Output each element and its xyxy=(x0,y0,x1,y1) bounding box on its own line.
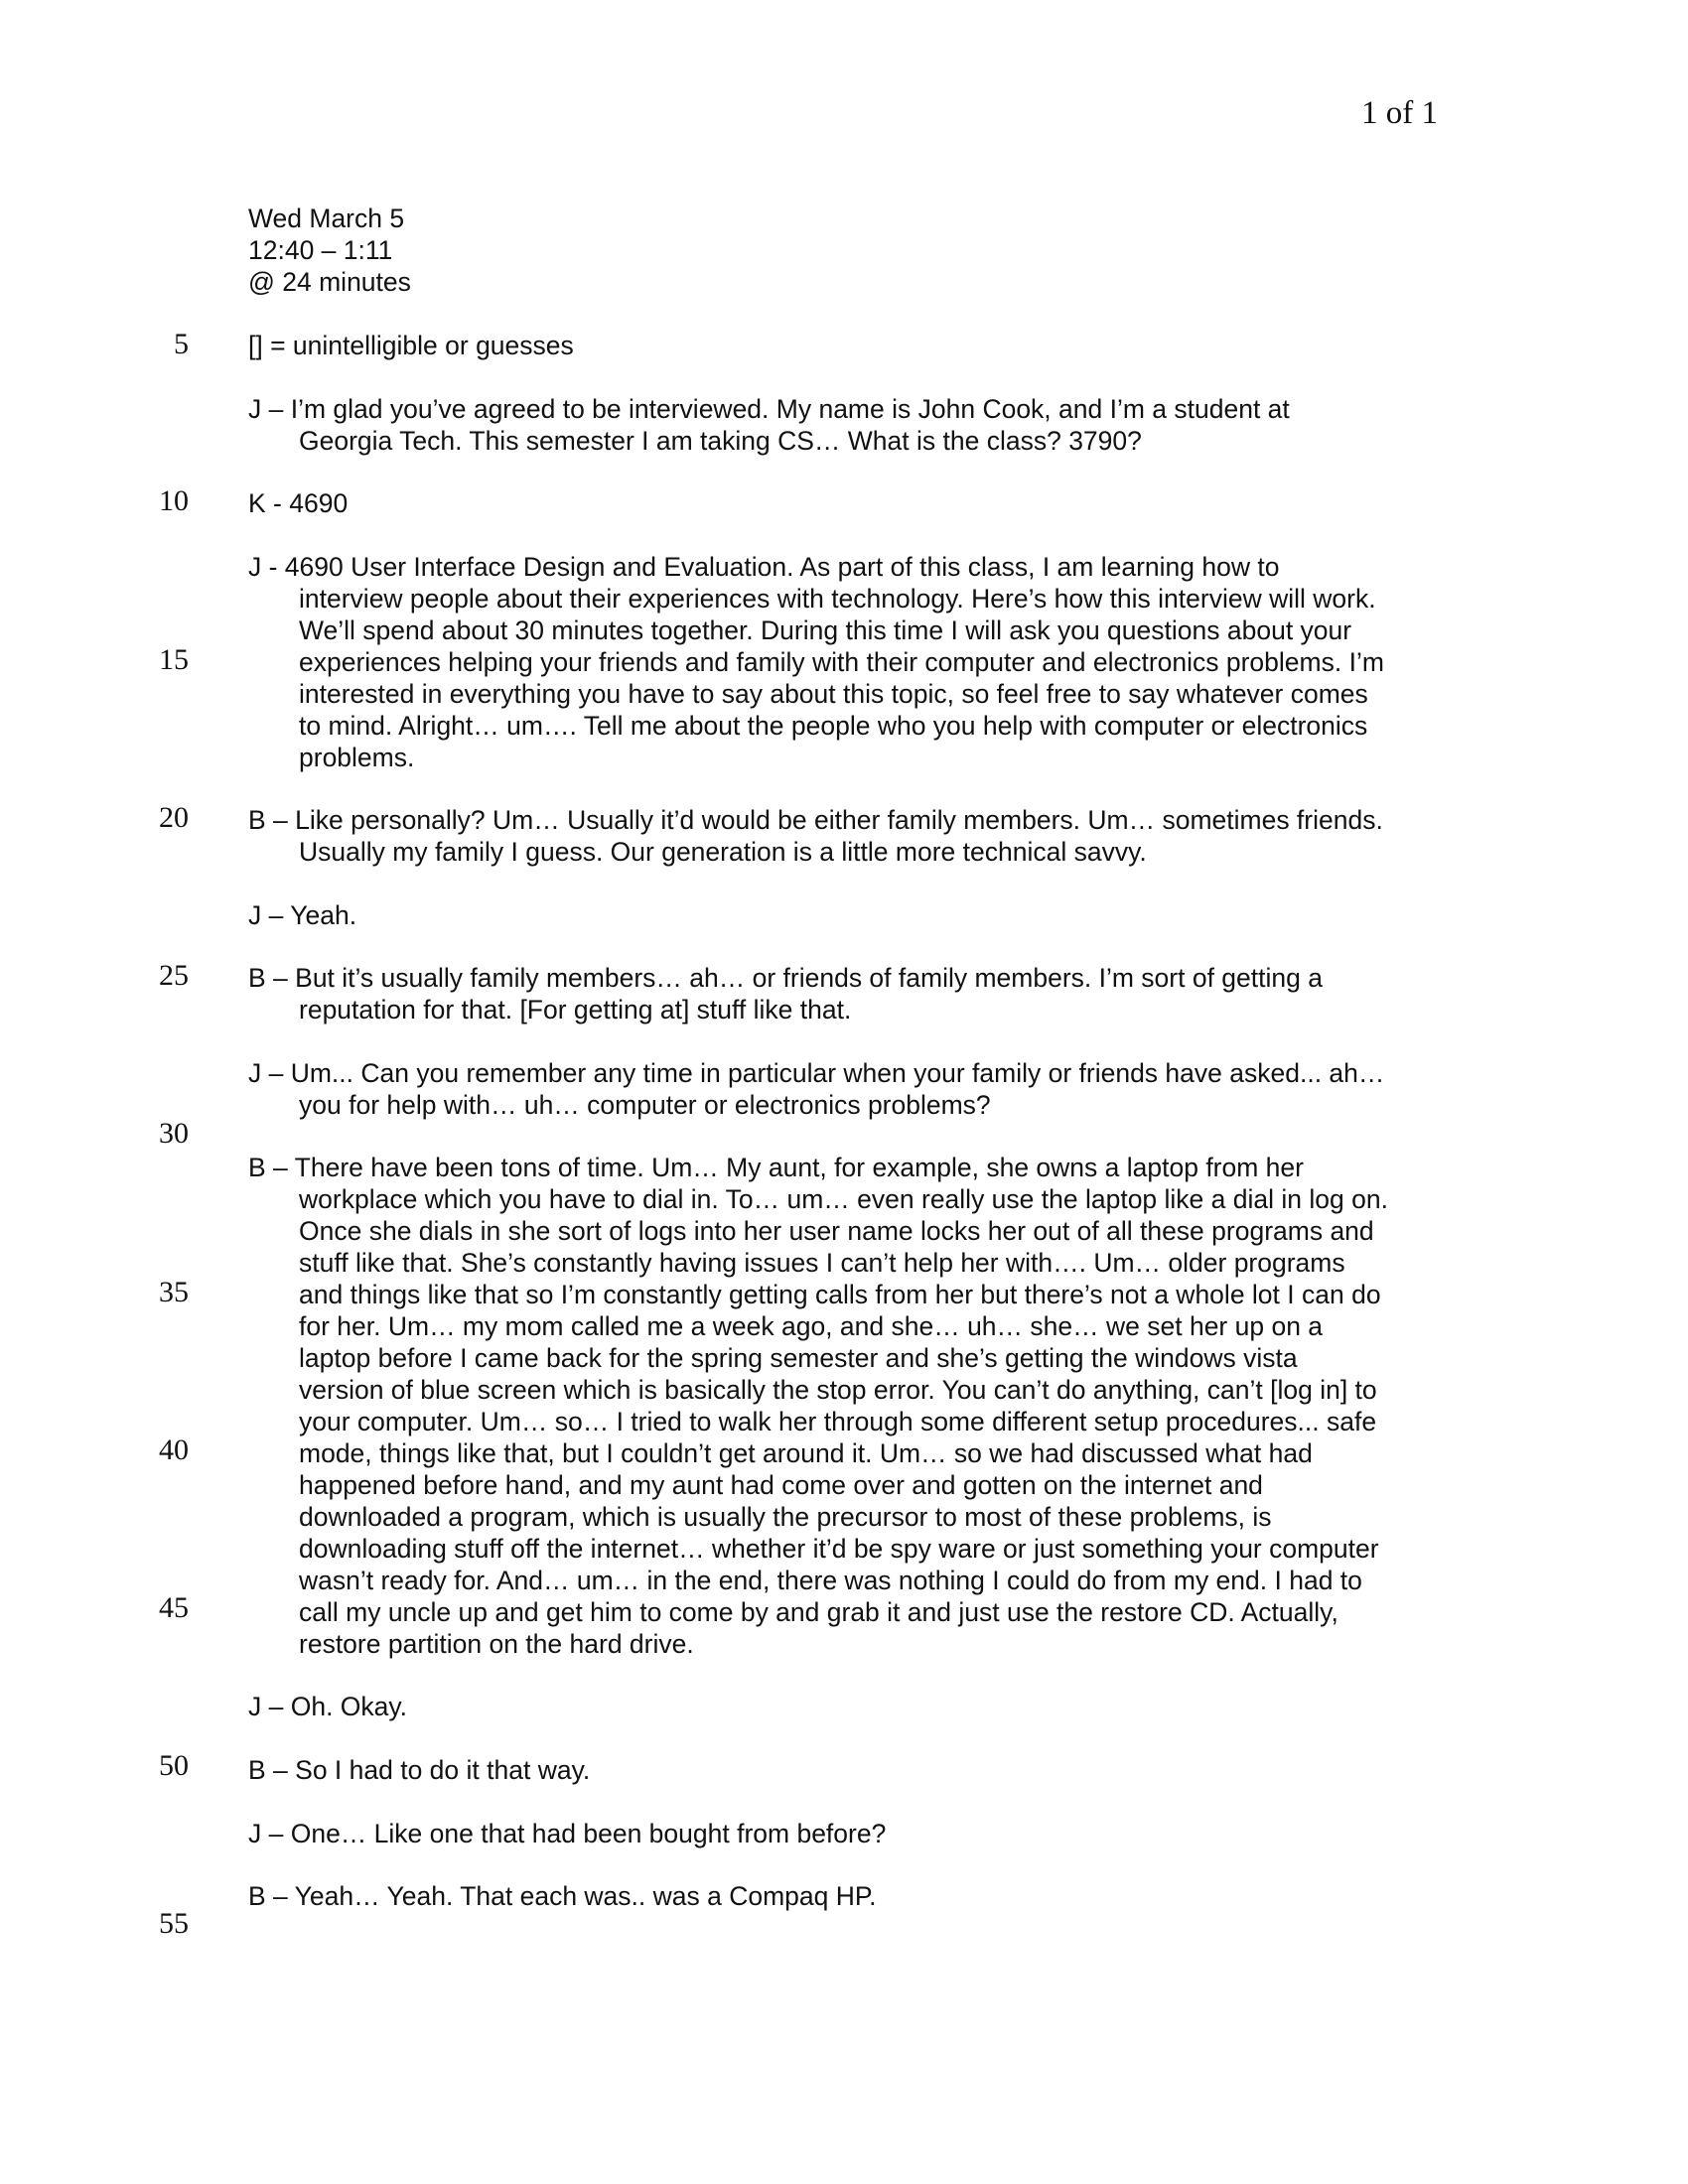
transcript-line: reputation for that. [For getting at] stuff like that. xyxy=(299,995,852,1024)
transcript-line: wasn’t ready for. And… um… in the end, there was nothing I could do from my end. I had to xyxy=(299,1566,1362,1595)
line-number: 5 xyxy=(174,328,189,360)
line-number: 20 xyxy=(159,801,189,834)
transcript-line: B – Like personally? Um… Usually it’d would be either family members. Um… sometimes friends. xyxy=(248,805,1383,835)
line-number: 35 xyxy=(159,1276,189,1308)
transcript-line: laptop before I came back for the spring semester and she’s getting the windows vista xyxy=(299,1343,1298,1373)
transcript-line: for her. Um… my mom called me a week ago, and she… uh… she… we set her up on a xyxy=(299,1311,1324,1341)
header-date: Wed March 5 xyxy=(248,204,405,233)
transcript-line: J - 4690 User Interface Design and Evaluation. As part of this class, I am learning how to xyxy=(248,552,1280,582)
transcript-line: and things like that so I’m constantly getting calls from her but there’s not a whole lot I can do xyxy=(299,1280,1381,1309)
line-number: 45 xyxy=(159,1591,189,1624)
transcript-line: happened before hand, and my aunt had come over and gotten on the internet and xyxy=(299,1470,1263,1500)
transcript-line: version of blue screen which is basically the stop error. You can’t do anything, can’t [log in] to xyxy=(299,1375,1377,1405)
transcript-line: J – I’m glad you’ve agreed to be interviewed. My name is John Cook, and I’m a student at xyxy=(248,394,1290,424)
transcript-line: restore partition on the hard drive. xyxy=(299,1629,694,1659)
transcript-line: call my uncle up and get him to come by and grab it and just use the restore CD. Actually, xyxy=(299,1597,1338,1627)
header-time: 12:40 – 1:11 xyxy=(248,235,393,265)
transcript-line: stuff like that. She’s constantly having issues I can’t help her with…. Um… older programs xyxy=(299,1248,1345,1278)
transcript-line: We’ll spend about 30 minutes together. During this time I will ask you questions about your xyxy=(299,615,1352,645)
transcript-line: interview people about their experiences with technology. Here’s how this interview will work. xyxy=(299,584,1376,614)
transcript-line: B – Yeah… Yeah. That each was.. was a Compaq HP. xyxy=(248,1881,877,1911)
transcript-line: you for help with… uh… computer or electronics problems? xyxy=(299,1090,991,1120)
header-duration: @ 24 minutes xyxy=(248,267,411,297)
line-number: 55 xyxy=(159,1907,189,1940)
transcript-line: mode, things like that, but I couldn’t get around it. Um… so we had discussed what had xyxy=(299,1438,1313,1468)
transcript-line: downloaded a program, which is usually the precursor to most of these problems, is xyxy=(299,1502,1272,1532)
transcript-line: problems. xyxy=(299,743,415,772)
transcript-line: interested in everything you have to say about this topic, so feel free to say whatever comes xyxy=(299,679,1368,709)
transcript-line: J – Oh. Okay. xyxy=(248,1692,408,1721)
transcript-line: downloading stuff off the internet… whether it’d be spy ware or just something your computer xyxy=(299,1534,1379,1564)
transcript-line: workplace which you have to dial in. To… um… even really use the laptop like a dial in log on. xyxy=(299,1184,1388,1214)
transcript-line: Usually my family I guess. Our generation is a little more technical savvy. xyxy=(299,837,1147,867)
transcript-line: J – Yeah. xyxy=(248,900,357,930)
transcript-line: K - 4690 xyxy=(248,488,349,518)
line-number: 10 xyxy=(159,484,189,517)
line-number: 40 xyxy=(159,1433,189,1466)
note-legend: [] = unintelligible or guesses xyxy=(248,331,574,360)
transcript-line: B – There have been tons of time. Um… My aunt, for example, she owns a laptop from her xyxy=(248,1153,1304,1182)
transcript-line: to mind. Alright… um…. Tell me about the people who you help with computer or electronics xyxy=(299,711,1368,741)
transcript-line: B – But it’s usually family members… ah… or friends of family members. I’m sort of getting a xyxy=(248,963,1323,993)
transcript-line: Georgia Tech. This semester I am taking CS… What is the class? 3790? xyxy=(299,426,1142,456)
transcript-line: J – One… Like one that had been bought from before? xyxy=(248,1819,887,1848)
transcript-line: experiences helping your friends and family with their computer and electronics problems. I’m xyxy=(299,647,1384,677)
transcript-line: your computer. Um… so… I tried to walk her through some different setup procedures... safe xyxy=(299,1407,1377,1436)
transcript-line: Once she dials in she sort of logs into her user name locks her out of all these programs and xyxy=(299,1216,1374,1246)
transcript-line: J – Um... Can you remember any time in particular when your family or friends have asked... ah… xyxy=(248,1058,1385,1088)
line-number: 30 xyxy=(159,1117,189,1150)
page-number: 1 of 1 xyxy=(1361,95,1438,131)
line-number: 25 xyxy=(159,959,189,992)
line-number: 15 xyxy=(159,643,189,676)
line-number: 50 xyxy=(159,1749,189,1782)
transcript-line: B – So I had to do it that way. xyxy=(248,1755,591,1785)
